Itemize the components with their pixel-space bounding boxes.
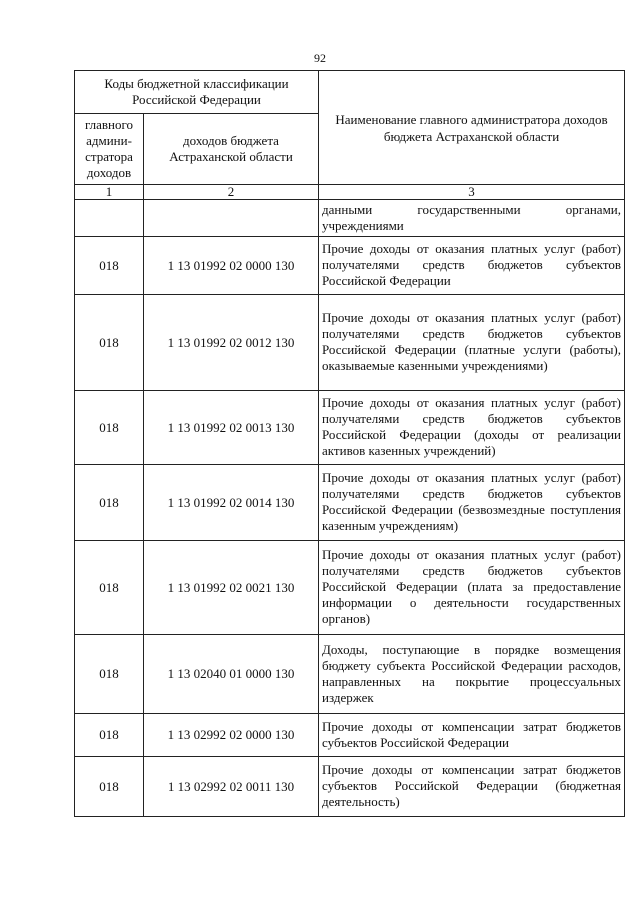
income-name-cell: Прочие доходы от оказания платных услуг (работ) получателями средств бюджетов субъектов Российской Федерации (безвозмездные поступления казенным учреждениям) [319,465,625,541]
income-name-cell: Прочие доходы от оказания платных услуг (работ) получателями средств бюджетов субъектов Российской Федерации (плата за предоставление информации о деятельности государственных органов) [319,541,625,635]
admin-code-cell [75,200,144,237]
income-code-cell [144,200,319,237]
col-number-2: 2 [144,185,319,200]
income-code-cell: 1 13 02992 02 0011 130 [144,757,319,817]
admin-code-cell: 018 [75,714,144,757]
table-row [75,295,625,391]
income-name-cell: Прочие доходы от оказания платных услуг (работ) получателями средств бюджетов субъектов Российской Федерации (платные услуги (работы), оказываемые казенными учреждениями) [319,295,625,391]
table-row [75,200,625,237]
page-number: 92 [314,51,326,65]
admin-code-cell: 018 [75,465,144,541]
col-number-3: 3 [319,185,625,200]
income-name-cell: Прочие доходы от компенсации затрат бюджетов субъектов Российской Федерации (бюджетная деятельность) [319,757,625,817]
income-name-cell: Прочие доходы от оказания платных услуг (работ) получателями средств бюджетов субъектов Российской Федерации (доходы от реализации активов казенных учреждений) [319,391,625,465]
budget-codes-table [74,70,625,817]
income-name-cell: Прочие доходы от компенсации затрат бюджетов субъектов Российской Федерации [319,714,625,757]
header-col2-title: доходов бюджета Астраханской области [144,114,319,185]
income-code-cell: 1 13 01992 02 0012 130 [144,295,319,391]
admin-code-cell: 018 [75,295,144,391]
income-code-cell: 1 13 02992 02 0000 130 [144,714,319,757]
income-name-cell: данными государственными органами, учреждениями [319,200,625,237]
table-row [75,465,625,541]
header-col3-title: Наименование главного администратора доходов бюджета Астраханской области [319,71,625,185]
admin-code-cell: 018 [75,237,144,295]
income-code-cell: 1 13 02040 01 0000 130 [144,635,319,714]
table-row [75,635,625,714]
table-row [75,237,625,295]
table-row [75,714,625,757]
admin-code-cell: 018 [75,757,144,817]
income-name-cell: Прочие доходы от оказания платных услуг (работ) получателями средств бюджетов субъектов Российской Федерации [319,237,625,295]
income-code-cell: 1 13 01992 02 0014 130 [144,465,319,541]
income-code-cell: 1 13 01992 02 0000 130 [144,237,319,295]
income-name-cell: Доходы, поступающие в порядке возмещения бюджету субъекта Российской Федерации расходов, направленных на покрытие процессуальных издержек [319,635,625,714]
header-group-title: Коды бюджетной классификации Российской Федерации [75,71,319,114]
income-code-cell: 1 13 01992 02 0021 130 [144,541,319,635]
header-col1-title: главного админи-стратора доходов [75,114,144,185]
col-number-1: 1 [75,185,144,200]
table-row [75,541,625,635]
table-row [75,757,625,817]
admin-code-cell: 018 [75,635,144,714]
table-row [75,391,625,465]
income-code-cell: 1 13 01992 02 0013 130 [144,391,319,465]
admin-code-cell: 018 [75,391,144,465]
admin-code-cell: 018 [75,541,144,635]
